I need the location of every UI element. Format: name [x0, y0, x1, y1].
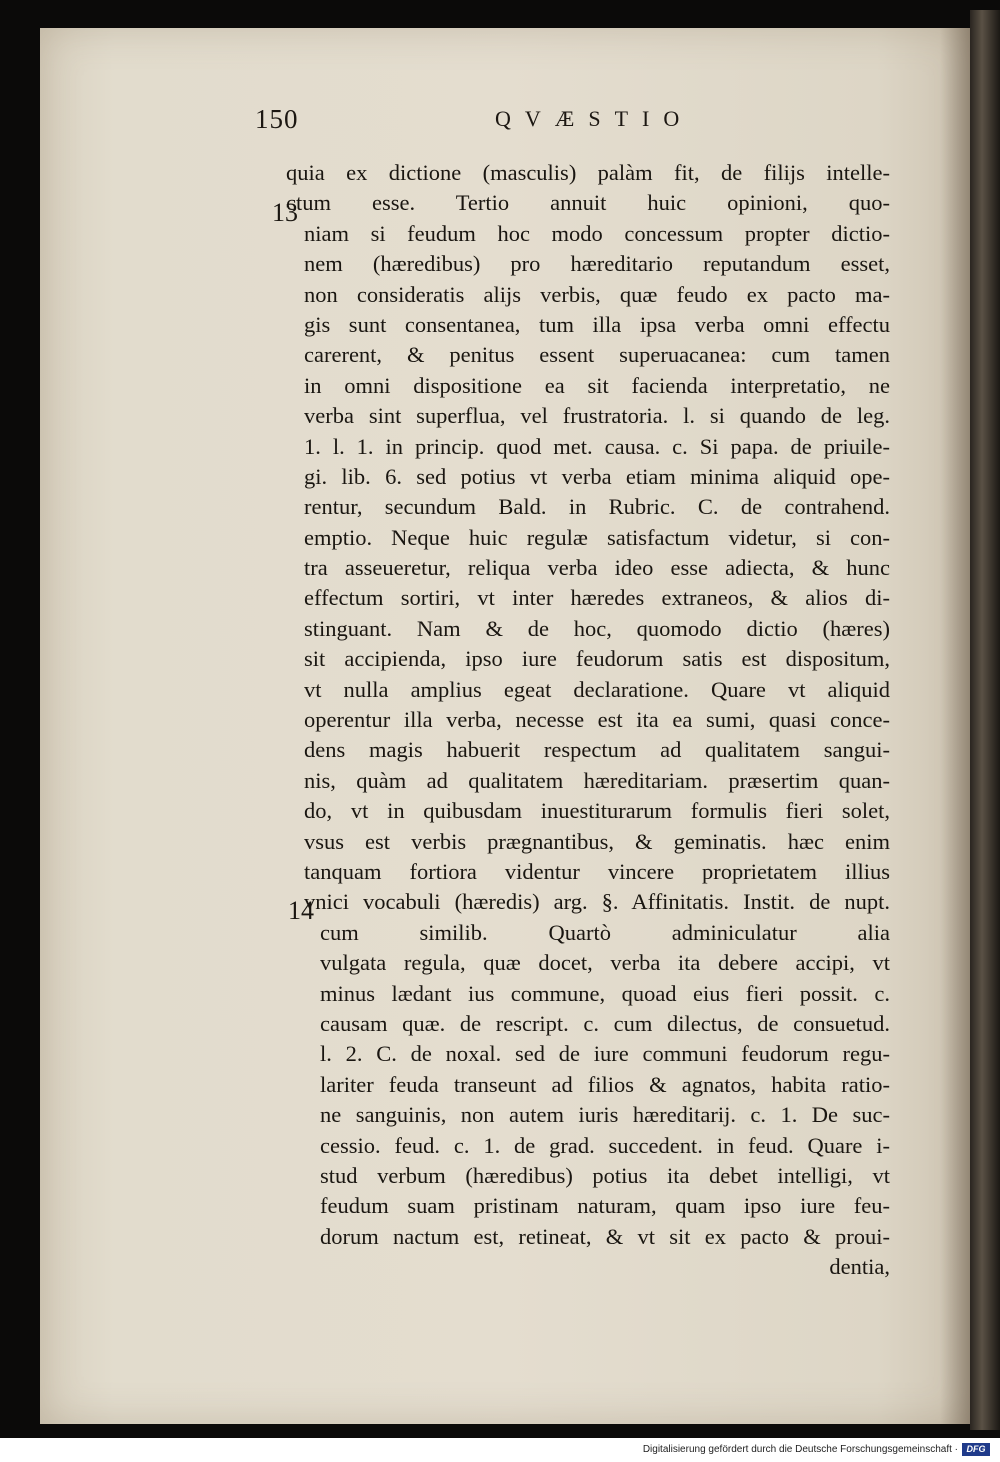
- text-line: vsus est verbis prægnantibus, & geminatis. hæc enim: [304, 828, 890, 854]
- margin-number-13: 13: [272, 198, 298, 227]
- text-line: in omni dispositione ea sit facienda interpretatio, ne: [304, 372, 890, 398]
- text-line: vt nulla amplius egeat declaratione. Quare vt aliquid: [304, 676, 890, 702]
- text-line: vnici vocabuli (hæredis) arg. §. Affinitatis. Instit. de nupt.: [304, 889, 890, 915]
- text-line: emptio. Neque huic regulæ satisfactum videtur, si con-: [304, 524, 890, 550]
- text-line: carerent, & penitus essent superuacanea: cum tamen: [304, 342, 890, 368]
- page-number: 150: [255, 104, 299, 134]
- text-line: tanquam fortiora videntur vincere proprietatem illius: [304, 858, 890, 884]
- text-line: gi. lib. 6. sed potius vt verba etiam minima aliquid ope-: [304, 463, 890, 489]
- text-line: do, vt in quibusdam inuestiturarum formulis fieri solet,: [304, 798, 890, 824]
- body-text: [268, 158, 890, 1282]
- text-line: dorum nactum est, retineat, & vt sit ex pacto & proui-: [320, 1223, 890, 1249]
- text-line: minus lædant ius commune, quoad eius fieri possit. c.: [320, 980, 890, 1006]
- text-line: l. 2. C. de noxal. sed de iure communi feudorum regu-: [320, 1041, 890, 1067]
- text-line: quia ex dictione (masculis) palàm fit, de filijs intelle-: [286, 160, 890, 185]
- margin-number-14: 14: [288, 896, 314, 925]
- text-line: ne sanguinis, non autem iuris hæreditarij. c. 1. De suc-: [320, 1102, 890, 1128]
- text-line: sit accipienda, ipso iure feudorum satis est dispositum,: [304, 646, 890, 672]
- text-line: cum similib. Quartò adminiculatur alia: [320, 919, 890, 945]
- text-line: tra asseueretur, reliqua verba ideo esse adiecta, & hunc: [304, 555, 890, 581]
- text-line: effectum sortiri, vt inter hæredes extraneos, & alios di-: [304, 585, 890, 611]
- text-line: cessio. feud. c. 1. de grad. succedent. in feud. Quare i-: [320, 1132, 890, 1158]
- running-head: QVÆSTIO: [495, 106, 694, 131]
- text-line: stinguant. Nam & de hoc, quomodo dictio (hæres): [304, 615, 890, 641]
- spine-shadow: [940, 28, 970, 1424]
- digitization-footer: [0, 1438, 1000, 1462]
- text-line: stud verbum (hæredibus) potius ita debet intelligi, vt: [320, 1162, 890, 1188]
- text-line: non consideratis alijs verbis, quæ feudo ex pacto ma-: [304, 281, 890, 307]
- text-line: feudum suam pristinam naturam, quam ipso iure feu-: [320, 1193, 890, 1219]
- text-line: verba sint superflua, vel frustratoria. l. si quando de leg.: [304, 403, 890, 429]
- text-line: 1. l. 1. in princip. quod met. causa. c. Si papa. de priuile-: [304, 433, 890, 459]
- text-line: dens magis habuerit respectum ad qualitatem sangui-: [304, 737, 890, 763]
- text-line-catchword: dentia,: [829, 1254, 890, 1280]
- dfg-credit: Digitalisierung gefördert durch die Deutsche Forschungsgemeinschaft ·: [642, 1444, 958, 1455]
- text-line: nem (hæredibus) pro hæreditario reputandum esset,: [304, 251, 890, 277]
- text-line: causam quæ. de rescript. c. cum dilectus, de consuetud.: [320, 1010, 890, 1036]
- text-line: operentur illa verba, necesse est ita ea sumi, quasi conce-: [304, 707, 890, 733]
- text-line: nis, quàm ad qualitatem hæreditariam. præsertim quan-: [304, 767, 890, 793]
- book-edge: [970, 10, 1000, 1430]
- text-line: ctum esse. Tertio annuit huic opinioni, quo-: [286, 190, 890, 216]
- page-header: [255, 104, 855, 144]
- text-line: lariter feuda transeunt ad filios & agnatos, habita ratio-: [320, 1071, 890, 1097]
- text-line: rentur, secundum Bald. in Rubric. C. de contrahend.: [304, 494, 890, 520]
- text-line: niam si feudum hoc modo concessum propter dictio-: [304, 220, 890, 246]
- dfg-logo-icon: DFG: [962, 1443, 990, 1456]
- text-line: gis sunt consentanea, tum illa ipsa verba omni effectu: [304, 311, 890, 337]
- text-line: vulgata regula, quæ docet, verba ita debere accipi, vt: [320, 950, 890, 976]
